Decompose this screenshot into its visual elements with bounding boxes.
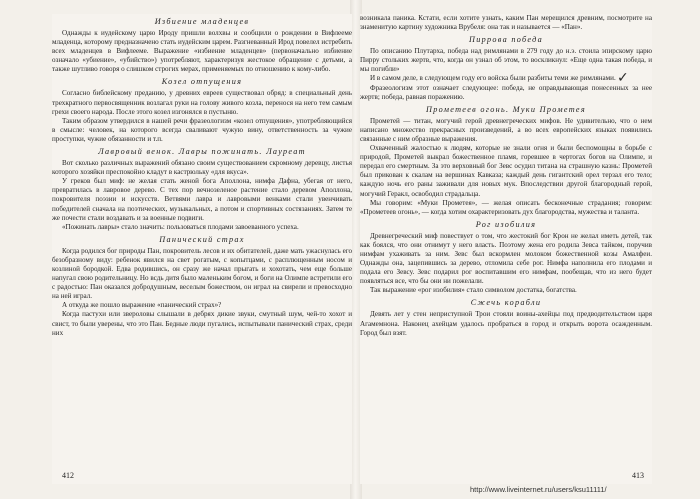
- paragraph: Мы говорим: «Муки Прометея», — желая описать бесконечные страдания; говорим: «Прометеев огонь», — когда хотим охарактеризовать дух благородства, мужества и таланта.: [360, 198, 652, 216]
- section-title: Панический страх: [159, 234, 245, 244]
- paragraph: Девять лет у стен неприступной Трои стояли воины-ахейцы под предводительством царя Агамемнона. Наконец ахейцам удалось пробраться в город и открыть ворота осажденным. Город был взят.: [360, 310, 652, 337]
- paragraph: Когда пастухи или звероловы слышали в дебрях дикие звуки, смутный шум, чей-то хохот и свист, то были уверены, что это Пан. Бедные люди пугались, испытывали панический страх, среди них: [52, 310, 352, 337]
- paragraph: Древнегреческий миф повествует о том, что жестокий бог Крон не желал иметь детей, так как боялся, что они отнимут у него власть. Поэтому жена его родила Зевса тайком, поручив нимфам ухаживать за ним. Зевс был вскормлен молоком божественной козы Амалфеи. Однажды она, зацепившись за дерево, отломила себе рог. Нимфа наполнила его плодами и подала его Зевсу. Зевс подарил рог воспитавшим его нимфам, пообещав, что из него будет появляться все, что бы они ни пожелали.: [360, 231, 652, 286]
- section-title: Пиррова победа: [469, 35, 543, 45]
- paragraph: Согласно библейскому преданию, у древних евреев существовал обряд: в специальный день трехкратного первосвященник возлагал руки на голову живого козла, перенося на него тем самым грехи своего народа. После этого козел изгонялся в пустыню.: [52, 89, 352, 116]
- paragraph: возникала паника. Кстати, если хотите узнать, каким Пан мерещился древним, посмотрите на знаменитую картину художника Врубеля: она так и называется — «Пан».: [360, 14, 652, 32]
- paragraph: Прометей — титан, могучий герой древнегреческих мифов. Не удивительно, что о нем написано множество прекрасных произведений, а во всех европейских языках появились связанные с ним образные выражения.: [360, 116, 652, 143]
- page-number: 412: [62, 471, 74, 480]
- section-title: Прометеев огонь. Муки Прометея: [426, 104, 586, 114]
- page-number: 413: [632, 471, 644, 480]
- paragraph: И в самом деле, в следующем году его войска были разбиты теми же римлянами.: [370, 74, 616, 83]
- paragraph: Фразеологизм этот означает следующее: победа, не оправдывающая понесенных за нее жертв; победа, равная поражению.: [360, 83, 652, 101]
- paragraph: Так выражение «рог изобилия» стало символом достатка, богатства.: [370, 286, 577, 295]
- paragraph: У греков был миф: не желая стать женой бога Аполлона, нимфа Дафна, убегая от него, превратилась в лавровое дерево. С тех пор вечнозеленое растение стало деревом Аполлона, покровителя поэзии и искусств. Ветвями лавра и лавровыми венками стали увенчивать победителей сначала на поэтических, музыкальных, а потом и спортивных состязаниях. Затем те же почести стали воздавать и за военные подвиги.: [52, 177, 352, 222]
- section-title: Рог изобилия: [475, 219, 537, 229]
- paragraph: А откуда же пошло выражение «панический страх»?: [62, 301, 222, 310]
- paragraph: Вот сколько различных выражений обязано своим существованием скромному деревцу, листья которого хозяйки преспокойно кладут в кастрюльку «для вкуса».: [52, 159, 352, 177]
- paragraph: Таким образом утвердился в нашей речи фразеологизм «козел отпущения», употребляющийся в смысле: человек, на которого всегда сваливают чужую вину, ответственность за чужие проступки, чужие обязанности и т.п.: [52, 116, 352, 143]
- paragraph: «Пожинать лавры» стало значить: пользоваться плодами завоеванного успеха.: [62, 222, 299, 231]
- watermark-url: http://www.liveinternet.ru/users/ksu11111/: [470, 485, 607, 494]
- paragraph: Когда родился бог природы Пан, покровитель лесов и их обитателей, даже мать ужаснулась его безобразному виду: ребенок явился на свет рогатым, с копытцами, с расплющенным носом и козлиной бородкой. Едва родившись, он сразу же начал прыгать и хохотать, чем еще больше напугал свою родительницу. Но всдь дитя было маленьким богом, и боги на Олимпе встретили его с радостью: Пан оказался добродушным, веселым божеством, он играл на свирели и превосходно на ней играл.: [52, 246, 352, 301]
- section-title: Сжечь корабли: [470, 298, 542, 308]
- section-title: Лавровый венок. Лавры пожинать. Лауреат: [98, 147, 306, 157]
- left-page: [52, 14, 352, 484]
- right-page: [360, 14, 652, 484]
- paragraph: Однажды к иудейскому царю Ироду пришли волхвы и сообщили о рождении в Вифлееме младенца, которому предназначено стать иудейским царем. Разгневанный Ирод повелел истребить всех младенцев в Вифлееме. Выражение «избиение младенцев» (первоначально избиение означало «убиение», «убийство») употребляют, характеризуя жестокое обращение с детьми, а также шутливо говоря о слишком строгих мерах, применяемых по отношению к кому-либо.: [52, 29, 352, 74]
- pen-checkmark-icon: ✓: [617, 70, 629, 86]
- paragraph: Охваченный жалостью к людям, которые не знали огня и были беспомощны в борьбе с природой, Прометей выкрал божественное пламя, горевшее в чертогах богов на Олимпе, и передал его смертным. За это верховный бог Зевс осудил титана на страшную казнь: Прометей был прикован к скалам на вершинах Кавказа; каждый день гигантский орел терзал его тело; каждую ночь его раны заживали для новых мук. Впоследствии другой благородный герой, могучий Геракл, освободил страдальца.: [360, 144, 652, 198]
- section-title: Избиение младенцев: [154, 17, 250, 26]
- paragraph: По описанию Плутарха, победа над римлянами в 279 году до н.э. стоила эпирскому царю Пирру стольких жертв, что, когда он узнал об этом, то воскликнул: «Еще одна такая победа, и мы погибли»: [360, 47, 652, 74]
- section-title: Козел отпущения: [161, 77, 243, 87]
